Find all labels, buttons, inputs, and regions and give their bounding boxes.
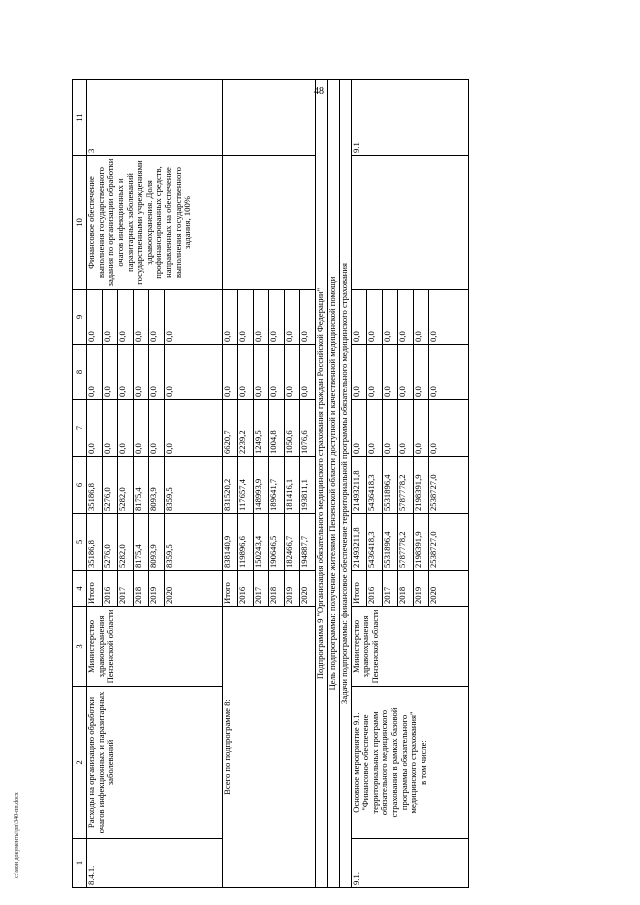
year-cell: 2016 [102,571,118,607]
year-cell: Итого [87,571,103,607]
col-header-3: 3 [73,607,87,687]
value-regional: 193811,1 [300,457,316,514]
value-col8: 0,0 [413,345,429,400]
year-cell: 2016 [367,571,383,607]
executor: Министерство здравоохранения Пензенской области [351,607,469,687]
value-col8: 0,0 [149,345,165,400]
value-col9: 0,0 [164,290,222,345]
value-total: 5276,0 [102,514,118,571]
col-header-9: 9 [73,290,87,345]
value-regional: 117657,4 [238,457,254,514]
value-total: 2198391,9 [413,514,429,571]
subprogram-goal: Цель подпрограммы: получение жителями Пензенской области доступной и качественной медицинской помощи [327,80,339,888]
value-col9: 0,0 [269,290,285,345]
value-regional: 5787778,2 [398,457,414,514]
value-col8: 0,0 [351,345,367,400]
value-col8: 0,0 [300,345,316,400]
rotated-table-container [72,80,638,888]
value-col8: 0,0 [382,345,398,400]
col-header-10: 10 [73,156,87,290]
value-federal: 0,0 [398,400,414,457]
value-total: 190646,5 [269,514,285,571]
value-col8: 0,0 [367,345,383,400]
subprogram-total-label: Всего по подпрограмме 8: [222,607,315,888]
table-row [87,80,103,888]
value-federal: 0,0 [118,400,134,457]
empty-cell [222,80,315,156]
value-col8: 0,0 [222,345,238,400]
year-cell: Итого [351,571,367,607]
year-cell: 2020 [300,571,316,607]
value-total: 182466,7 [284,514,300,571]
empty-cell [222,156,315,290]
measure-name [351,687,469,839]
value-total: 35186,8 [87,514,103,571]
value-col8: 0,0 [269,345,285,400]
col-header-4: 4 [73,571,87,607]
header-row [73,80,87,888]
col-header-2: 2 [73,687,87,839]
value-col9: 0,0 [367,290,383,345]
year-cell: 2020 [429,571,469,607]
value-federal: 0,0 [87,400,103,457]
year-cell: 2020 [164,571,222,607]
col-header-6: 6 [73,457,87,514]
value-federal: 0,0 [351,400,367,457]
table-row [327,80,339,888]
table-row [351,80,367,888]
value-total: 8093,9 [149,514,165,571]
value-regional: 2538727,0 [429,457,469,514]
value-federal: 1050,6 [284,400,300,457]
value-col9: 0,0 [398,290,414,345]
value-col9: 0,0 [382,290,398,345]
empty-cell [351,156,469,290]
year-cell: 2019 [149,571,165,607]
value-federal: 0,0 [382,400,398,457]
value-col8: 0,0 [164,345,222,400]
value-federal: 1076,6 [300,400,316,457]
value-col9: 0,0 [222,290,238,345]
value-federal: 2239,2 [238,400,254,457]
page-number: 48 [314,86,324,97]
value-col9: 0,0 [102,290,118,345]
measure-name-text: Основное мероприятие 9.1. "Финансовое обеспечение территориальных программ обязательного медицинского страхования в рамках базовой программы обязательного медицинского страхования" [350,707,419,818]
col-header-8: 8 [73,345,87,400]
value-regional: 5276,0 [102,457,118,514]
value-total: 5531896,4 [382,514,398,571]
value-total: 5787778,2 [398,514,414,571]
year-cell: 2018 [133,571,149,607]
value-total: 150243,4 [253,514,269,571]
executor: Министерство здравоохранения Пензенской области [87,607,223,687]
year-cell: 2019 [413,571,429,607]
value-col9: 0,0 [300,290,316,345]
year-cell: 2018 [269,571,285,607]
value-federal: 0,0 [429,400,469,457]
value-regional: 831520,2 [222,457,238,514]
col-header-5: 5 [73,514,87,571]
value-col9: 0,0 [118,290,134,345]
value-federal: 1249,5 [253,400,269,457]
value-regional: 8359,5 [164,457,222,514]
value-col8: 0,0 [133,345,149,400]
value-total: 21493211,8 [351,514,367,571]
col-header-7: 7 [73,400,87,457]
measure-id: 9.1. [351,839,469,888]
value-total: 5436418,3 [367,514,383,571]
value-regional: 5282,0 [118,457,134,514]
year-cell: Итого [222,571,238,607]
value-federal: 1004,8 [269,400,285,457]
measure-sub-text: в том числе: [417,740,428,785]
value-federal: 0,0 [102,400,118,457]
value-federal: 0,0 [367,400,383,457]
value-col8: 0,0 [253,345,269,400]
value-regional: 21493211,8 [351,457,367,514]
value-col9: 0,0 [284,290,300,345]
value-federal: 0,0 [149,400,165,457]
value-total: 2538727,0 [429,514,469,571]
value-regional: 8175,4 [133,457,149,514]
year-cell: 2017 [253,571,269,607]
value-col9: 0,0 [149,290,165,345]
link-cell: 9.1 [351,80,469,156]
value-federal: 0,0 [133,400,149,457]
value-col8: 0,0 [118,345,134,400]
measure-name: Расходы на организацию обработки очагов инфекционных и паразитарных заболеваний [87,687,223,839]
value-total: 8359,5 [164,514,222,571]
table-row [315,80,327,888]
indicator-text: Финансовое обеспечение выполнения государственного задания по организации обработки очагов инфекционных и паразитарных заболеваний государственными учреждениями здравоохранения. Доля профинансированных средств, направленных на обеспечение выполнения государственного задания, 100% [87,156,223,290]
value-federal: 6620,7 [222,400,238,457]
year-cell: 2018 [398,571,414,607]
value-col9: 0,0 [253,290,269,345]
value-col9: 0,0 [238,290,254,345]
value-regional: 2198391,9 [413,457,429,514]
value-col8: 0,0 [284,345,300,400]
subprogram-title: Подпрограмма 9 "Организация обязательного медицинского страхования граждан Российской Федерации" [315,80,327,888]
value-col8: 0,0 [87,345,103,400]
year-cell: 2016 [238,571,254,607]
footer-file-path: c:\мои документы\рп\340-пп.docx [14,792,20,878]
year-cell: 2019 [284,571,300,607]
value-regional: 189641,7 [269,457,285,514]
col-header-11: 11 [73,80,87,156]
value-total: 119896,6 [238,514,254,571]
value-regional: 5531896,4 [382,457,398,514]
value-col8: 0,0 [429,345,469,400]
subprogram-tasks: Задачи подпрограммы: финансовое обеспечение территориальной программы обязательного медицинского страхования [339,80,351,888]
value-total: 8175,4 [133,514,149,571]
link-cell: 3 [87,80,223,156]
value-regional: 148993,9 [253,457,269,514]
value-col9: 0,0 [413,290,429,345]
table-row [339,80,351,888]
col-header-1: 1 [73,839,87,888]
value-col9: 0,0 [429,290,469,345]
year-cell: 2017 [382,571,398,607]
value-total: 838140,9 [222,514,238,571]
value-col8: 0,0 [398,345,414,400]
value-total: 194887,7 [300,514,316,571]
value-regional: 35186,8 [87,457,103,514]
value-col9: 0,0 [133,290,149,345]
budget-table [72,79,469,888]
value-col9: 0,0 [351,290,367,345]
table-row [222,80,238,888]
measure-id: 8.4.1. [87,839,223,888]
value-federal: 0,0 [413,400,429,457]
value-col8: 0,0 [102,345,118,400]
value-regional: 5436418,3 [367,457,383,514]
value-col9: 0,0 [87,290,103,345]
value-regional: 8093,9 [149,457,165,514]
value-col8: 0,0 [238,345,254,400]
value-regional: 181416,1 [284,457,300,514]
value-federal: 0,0 [164,400,222,457]
year-cell: 2017 [118,571,134,607]
value-total: 5282,0 [118,514,134,571]
